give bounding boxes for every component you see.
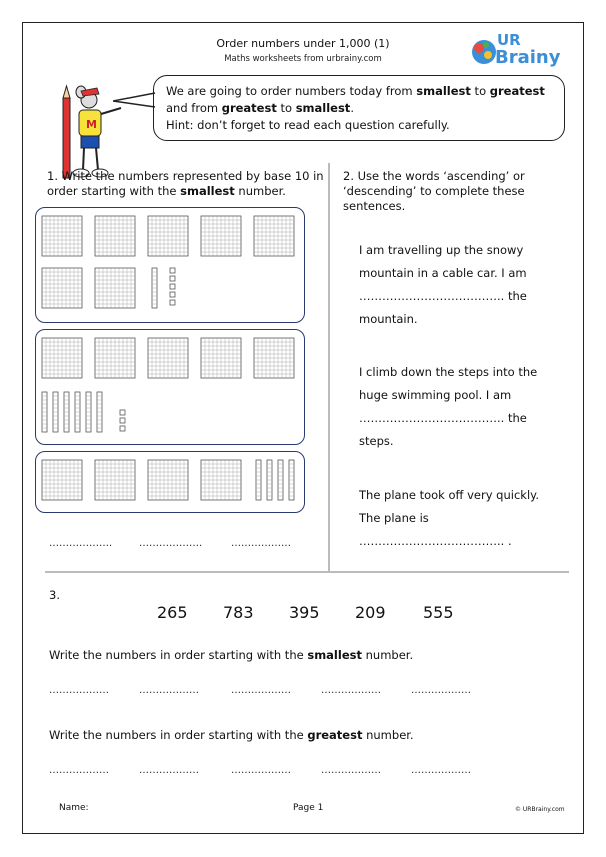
bubble-hint: Hint: don’t forget to read each question carefully.	[166, 118, 450, 132]
sentence-3-blank[interactable]: ……………………………….. .	[359, 534, 512, 548]
hundred-flat	[148, 460, 188, 500]
hundred-flat	[95, 460, 135, 500]
unit-cube	[170, 300, 175, 305]
urbrainy-logo	[469, 31, 563, 73]
hundred-flat	[148, 216, 188, 256]
sentence-1: I am travelling up the snowy mountain in a cable car. I am ……………………………….. the mountain.	[359, 239, 574, 331]
logo-brainy-text: Brainy	[495, 47, 561, 68]
ten-rod	[64, 392, 69, 432]
question-2-text: 2. Use the words ‘ascending’ or ‘descending’ to complete these sentences.	[343, 169, 525, 213]
hundred-flat	[201, 460, 241, 500]
question-1-text: 1. Write the numbers represented by base 10 in order starting with the smallest number.	[47, 169, 324, 198]
ten-rod	[75, 392, 80, 432]
speech-bubble	[153, 75, 565, 141]
ten-rod	[97, 392, 102, 432]
ten-rod	[256, 460, 261, 500]
hundred-flat	[254, 338, 294, 378]
hundred-flat	[201, 216, 241, 256]
q1-answer-blank-3[interactable]: ………………	[231, 538, 291, 549]
bubble-line-2: and from greatest to smallest.	[166, 101, 354, 115]
q3b-blank-2[interactable]: ………………	[139, 765, 199, 776]
ten-rod	[53, 392, 58, 432]
sentence-2-blank[interactable]: ……………………………….. the	[359, 411, 527, 425]
hundred-flat	[42, 338, 82, 378]
q3b-blank-1[interactable]: ………………	[49, 765, 109, 776]
unit-cube	[170, 292, 175, 297]
base10-panel-3	[35, 451, 305, 513]
hundred-flat	[148, 338, 188, 378]
section-divider	[45, 571, 569, 573]
column-divider	[328, 163, 330, 573]
hundred-flat	[201, 338, 241, 378]
base10-panel-1	[35, 207, 305, 323]
worksheet-title: Order numbers under 1,000 (1)	[216, 37, 390, 50]
unit-cube	[120, 426, 125, 431]
number-2: 783	[223, 603, 254, 622]
sentence-2: I climb down the steps into the huge swimming pool. I am ……………………………….. the steps.	[359, 361, 574, 453]
q3b-blank-3[interactable]: ………………	[231, 765, 291, 776]
footer-name-label: Name:	[59, 803, 89, 813]
ten-rod	[278, 460, 283, 500]
q3b-blank-5[interactable]: ………………	[411, 765, 471, 776]
hundred-flat	[42, 216, 82, 256]
hundred-flat	[254, 216, 294, 256]
q3a-blank-1[interactable]: ………………	[49, 685, 109, 696]
question-3-label: 3.	[49, 588, 60, 602]
ten-rod	[86, 392, 91, 432]
instruction-greatest: Write the numbers in order starting with the greatest number.	[49, 728, 414, 742]
q1-answer-blank-1[interactable]: ……………….	[49, 538, 113, 549]
hundred-flat	[95, 338, 135, 378]
q3b-blank-4[interactable]: ………………	[321, 765, 381, 776]
mascot-shirt-letter: M	[86, 118, 97, 131]
hundred-flat	[42, 460, 82, 500]
ten-rod	[42, 392, 47, 432]
q3a-blank-3[interactable]: ………………	[231, 685, 291, 696]
unit-cube	[120, 410, 125, 415]
bubble-line-1: We are going to order numbers today from smallest to greatest	[166, 84, 545, 98]
logo-ur-text: UR	[497, 31, 521, 49]
worksheet-subtitle: Maths worksheets from urbrainy.com	[224, 54, 382, 64]
footer-copyright: © URBrainy.com	[515, 806, 565, 813]
unit-cube	[170, 284, 175, 289]
hundred-flat	[95, 268, 135, 308]
ten-rod	[289, 460, 294, 500]
hundred-flat	[95, 216, 135, 256]
q3a-blank-2[interactable]: ………………	[139, 685, 199, 696]
sentence-3: The plane took off very quickly. The plane is ……………………………….. .	[359, 484, 574, 553]
footer-page-number: Page 1	[293, 803, 324, 813]
number-4: 209	[355, 603, 386, 622]
unit-cube	[120, 418, 125, 423]
number-5: 555	[423, 603, 454, 622]
ten-rod	[152, 268, 157, 308]
unit-cube	[170, 268, 175, 273]
number-1: 265	[157, 603, 188, 622]
worksheet-page	[22, 22, 584, 834]
q3a-blank-5[interactable]: ………………	[411, 685, 471, 696]
base10-panel-2	[35, 329, 305, 445]
number-3: 395	[289, 603, 320, 622]
q1-answer-blank-2[interactable]: ……………….	[139, 538, 203, 549]
q3a-blank-4[interactable]: ………………	[321, 685, 381, 696]
ten-rod	[267, 460, 272, 500]
sentence-1-blank[interactable]: ……………………………….. the	[359, 289, 527, 303]
instruction-smallest: Write the numbers in order starting with the smallest number.	[49, 648, 414, 662]
hundred-flat	[42, 268, 82, 308]
unit-cube	[170, 276, 175, 281]
